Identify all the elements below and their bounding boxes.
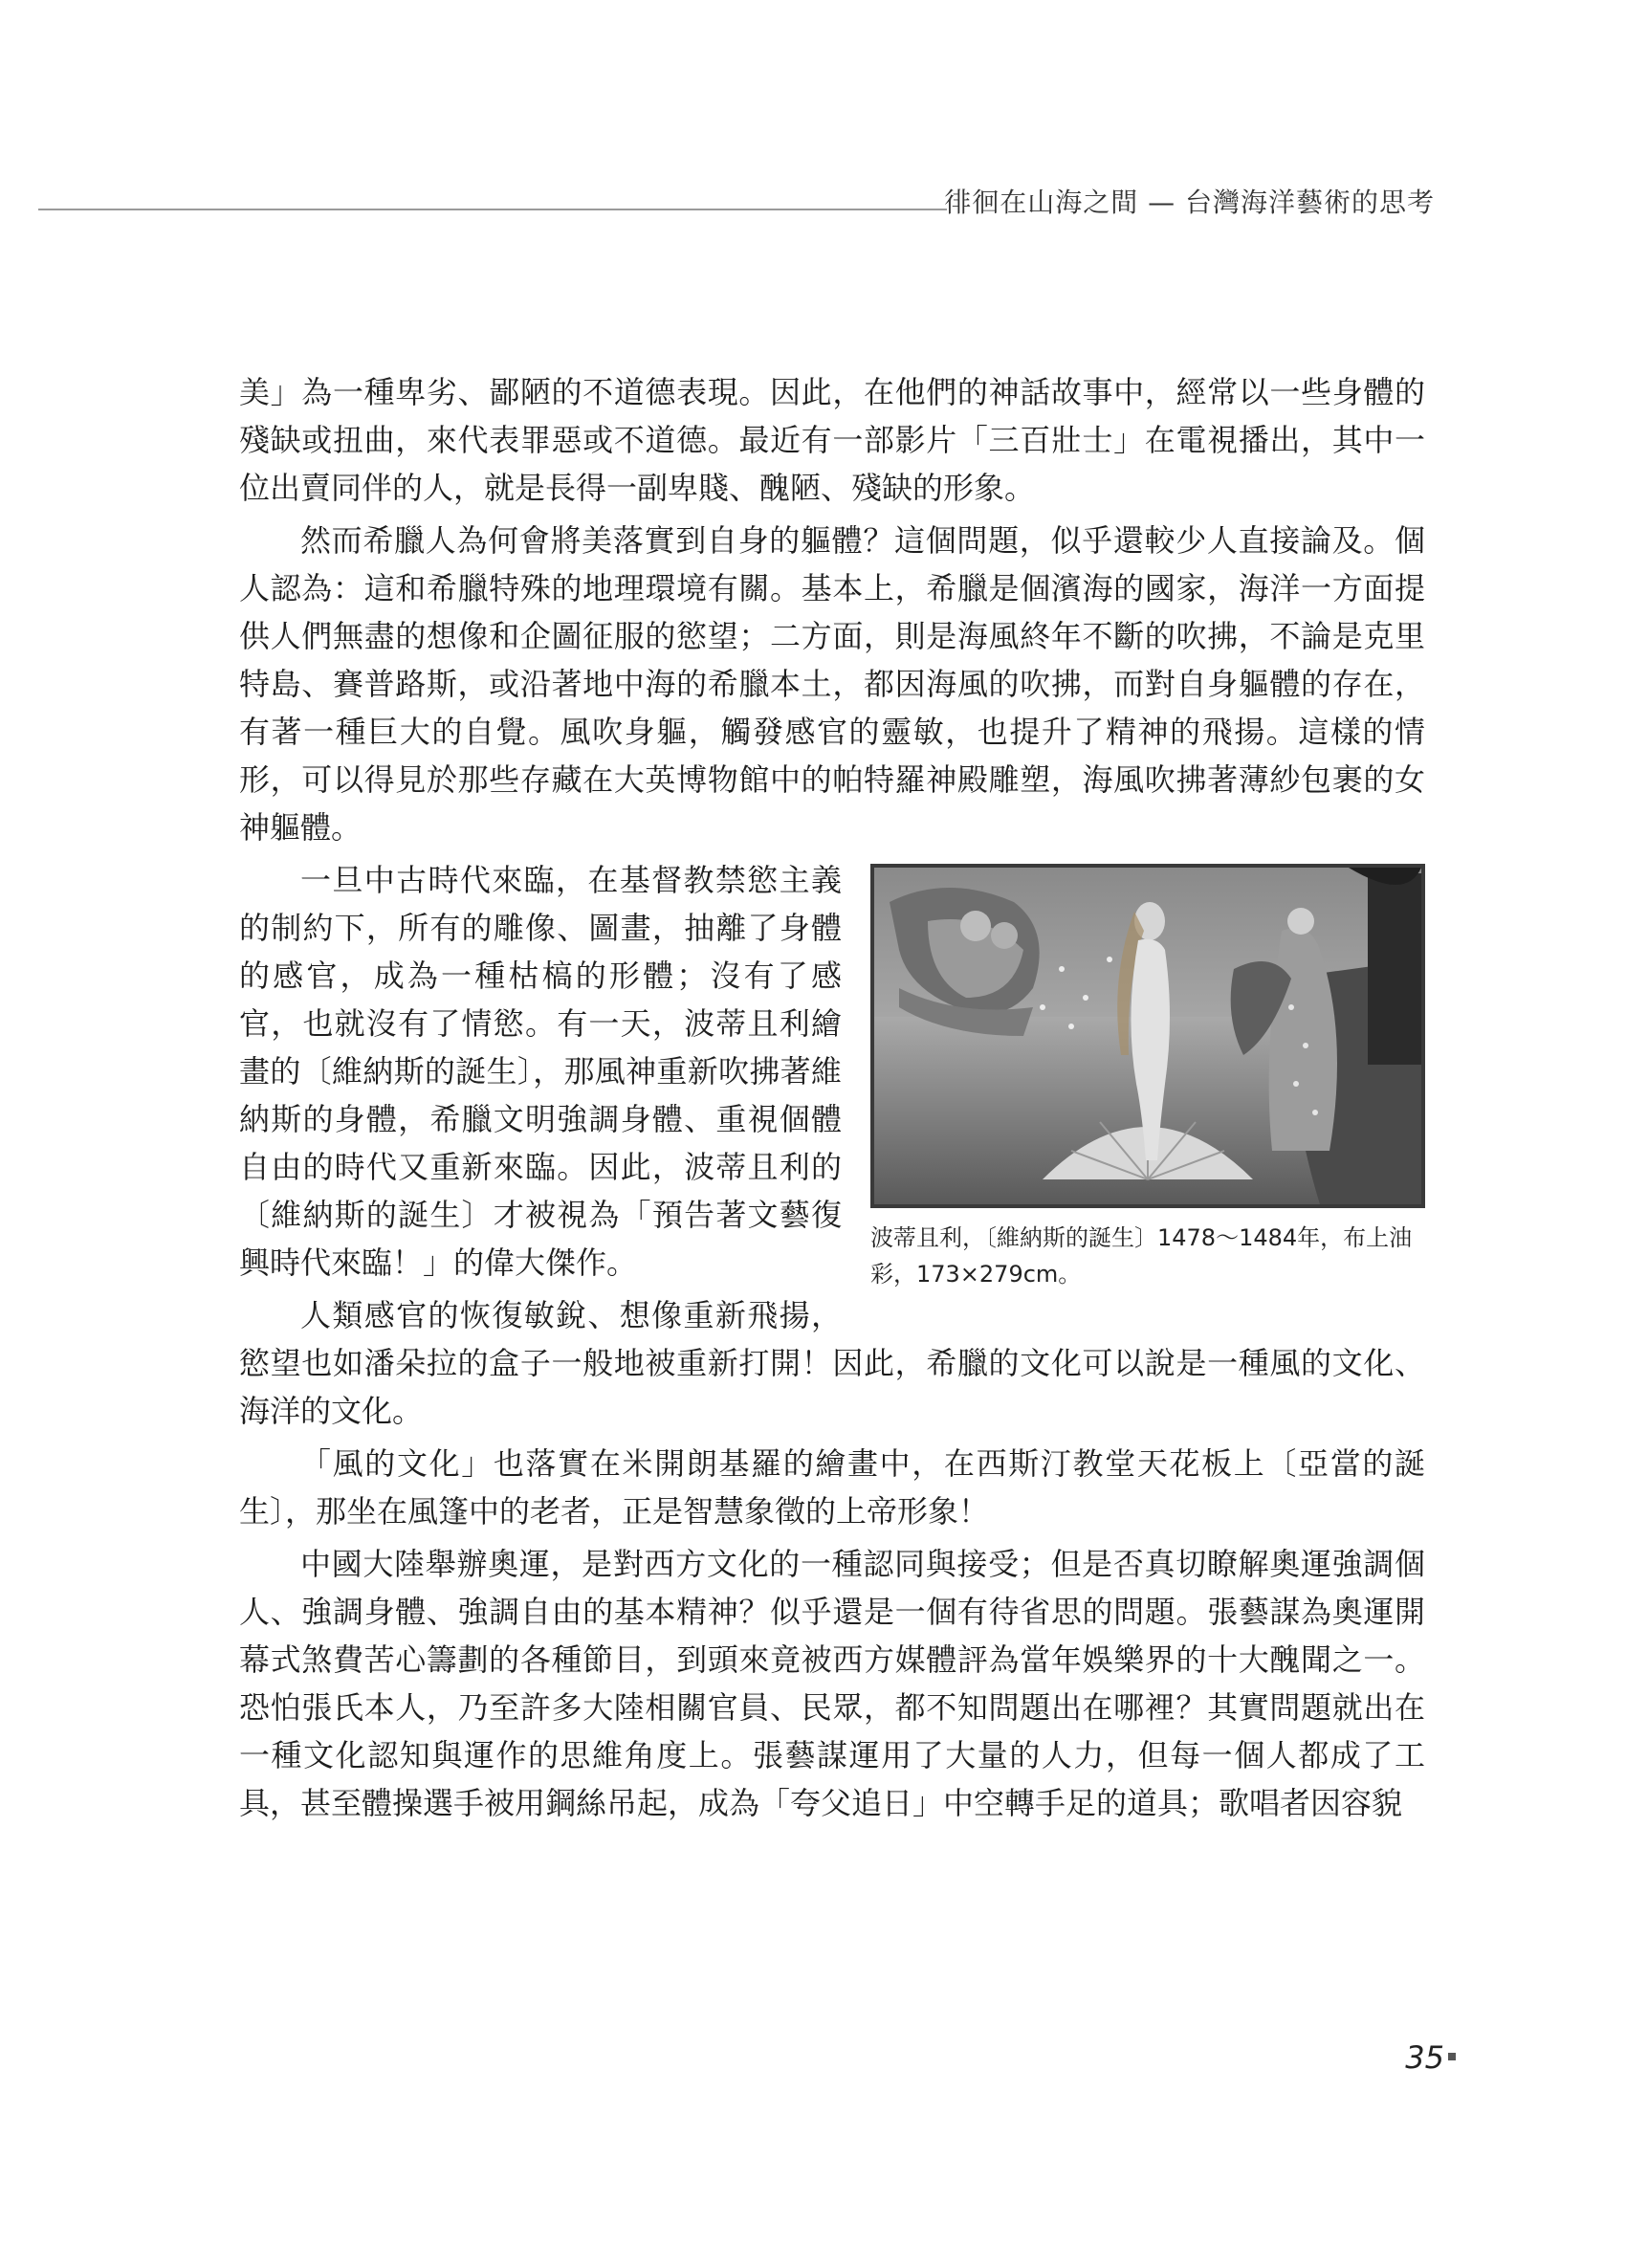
- paragraph: 「風的文化」也落實在米開朗基羅的繪畫中，在西斯汀教堂天花板上〔亞當的誕生〕，那坐在風篷中的老者，正是智慧象徵的上帝形象！: [239, 1445, 1425, 1530]
- paragraph: 一旦中古時代來臨，在基督教禁慾主義的制約下，所有的雕像、圖畫，抽離了身體的感官，成為一種枯槁的形體；沒有了感官，也就沒有了情慾。有一天，波蒂且利繪畫的〔維納斯的誕生〕，那風神重新吹拂著維納斯的身體，希臘文明強調身體、重視個體自由的時代又重新來臨。因此，波蒂且利的〔維納斯的誕生〕才被視為「預告著文藝復興時代來臨！」的偉大傑作。: [239, 862, 842, 1281]
- paragraph: 然而希臘人為何會將美落實到自身的軀體？這個問題，似乎還較少人直接論及。個人認為：這和希臘特殊的地理環境有關。基本上，希臘是個濱海的國家，海洋一方面提供人們無盡的想像和企圖征服的慾望；二方面，則是海風終年不斷的吹拂，不論是克里特島、賽普路斯，或沿著地中海的希臘本土，都因海風的吹拂，而對自身軀體的存在，有著一種巨大的自覺。風吹身軀，觸發感官的靈敏，也提升了精神的飛揚。這樣的情形，可以得見於那些存藏在大英博物館中的帕特羅神殿雕塑，海風吹拂著薄紗包裹的女神軀體。: [239, 522, 1425, 846]
- body-text: [239, 368, 1425, 1832]
- paragraph: 人類感官的恢復敏銳、想像重新飛揚，慾望也如潘朵拉的盒子一般地被重新打開！因此，希臘的文化可以說是一種風的文化、海洋的文化。: [239, 1297, 1425, 1429]
- paragraph: 美」為一種卑劣、鄙陋的不道德表現。因此，在他們的神話故事中，經常以一些身體的殘缺或扭曲，來代表罪惡或不道德。最近有一部影片「三百壯士」在電視播出，其中一位出賣同伴的人，就是長得一副卑賤、醜陋、殘缺的形象。: [239, 374, 1425, 506]
- header-rule: [38, 209, 947, 210]
- page-number: 35: [1405, 2039, 1444, 2076]
- figure: [870, 864, 1425, 1292]
- birth-of-venus-painting: [870, 864, 1425, 1208]
- paragraph: 中國大陸舉辦奧運，是對西方文化的一種認同與接受；但是否真切瞭解奧運強調個人、強調身體、強調自由的基本精神？似乎還是一個有待省思的問題。張藝謀為奧運開幕式煞費苦心籌劃的各種節目，到頭來竟被西方媒體評為當年娛樂界的十大醜聞之一。恐怕張氏本人，乃至許多大陸相關官員、民眾，都不知問題出在哪裡？其實問題就出在一種文化認知與運作的思維角度上。張藝謀運用了大量的人力，但每一個人都成了工具，甚至體操選手被用鋼絲吊起，成為「夸父追日」中空轉手足的道具；歌唱者因容貌: [239, 1546, 1425, 1821]
- running-header-title: 徘徊在山海之間 — 台灣海洋藝術的思考: [944, 187, 1435, 218]
- page-marker-square: [1448, 2053, 1456, 2060]
- figure-caption: 波蒂且利，〔維納斯的誕生〕1478～1484年，布上油彩，173×279cm。: [870, 1224, 1413, 1288]
